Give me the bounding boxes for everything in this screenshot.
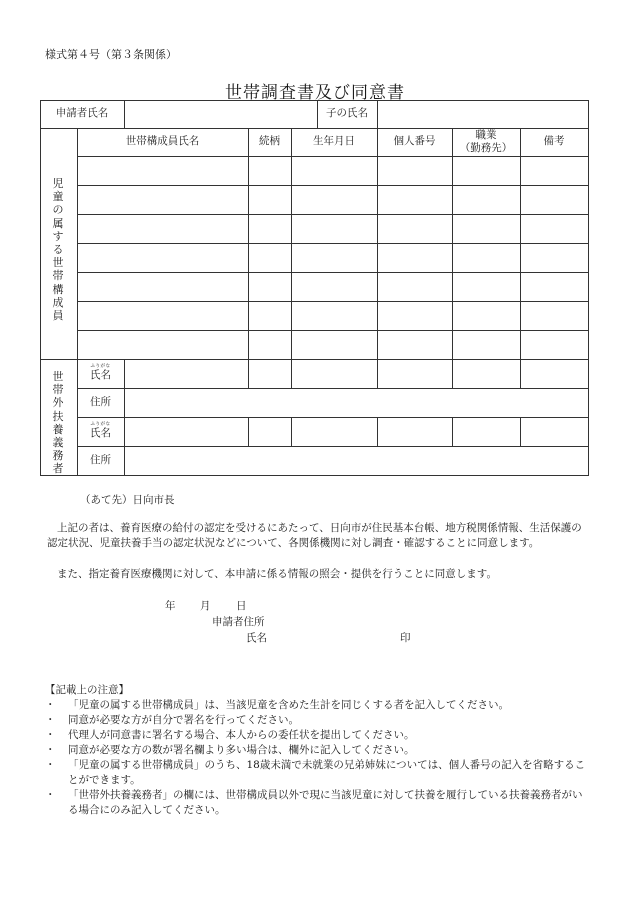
note-item: [45, 788, 590, 818]
note-item: [45, 728, 590, 743]
column-header-relationship: 続柄: [259, 135, 280, 148]
addressee: （あて先）日向市長: [80, 494, 175, 506]
date-year-label: 年: [165, 600, 176, 612]
date-day-label: 日: [236, 600, 247, 612]
note-text: 「世帯外扶養義務者」の欄には、世帯構成員以外で現に当該児童に対して扶養を履行している扶養義務者がいる場合にのみ記入してください。: [68, 789, 583, 816]
supporter-2-name-label: [77, 417, 124, 446]
applicant-signature-name-label: 氏名: [246, 632, 267, 644]
bullet: ・: [45, 729, 56, 741]
column-header-birthdate: 生年月日: [313, 135, 355, 148]
notes-title: 【記載上の注意】: [45, 684, 129, 696]
outside-supporters-side-label: 世帯外扶養義務者: [52, 370, 64, 476]
note-text: 同意が必要な方が自分で署名を行ってください。: [68, 714, 299, 726]
household-members-side-label: 児童の属する世帯構成員: [52, 177, 64, 322]
consent-paragraph-2: また、指定養育医療機関に対して、本申請に係る情報の照会・提供を行うことに同意します。: [57, 568, 497, 580]
furigana-label: ふりがな: [90, 421, 111, 427]
bullet: ・: [45, 759, 56, 771]
supporter-2-address-label: 住所: [90, 453, 111, 466]
note-text: 代理人が同意書に署名する場合、本人からの委任状を提出してください。: [68, 729, 415, 741]
child-name-field[interactable]: [377, 100, 588, 128]
column-header-occupation: 職業 （勤務先）: [459, 128, 513, 154]
bullet: ・: [45, 714, 56, 726]
name-label: 氏名: [90, 427, 111, 440]
bullet: ・: [45, 699, 56, 711]
form-number: 様式第４号（第３条関係）: [45, 48, 177, 61]
name-label: 氏名: [90, 369, 111, 382]
date-month-label: 月: [200, 600, 211, 612]
seal-label: 印: [400, 632, 411, 644]
supporter-1-address-label: 住所: [90, 395, 111, 408]
consent-paragraph-1: 上記の者は、養育医療の給付の認定を受けるにあたって、日向市が住民基本台帳、地方税関係情報、生活保護の認定状況、児童扶養手当の認定状況などについて、各関係機関に対し調査・確認することに同意します。: [47, 522, 582, 549]
child-name-label: 子の氏名: [326, 107, 368, 120]
note-text: 「児童の属する世帯構成員」のうち、18歳未満で未就業の兄弟姉妹については、個人番号の記入を省略することができます。: [68, 759, 586, 786]
furigana-label: ふりがな: [90, 363, 111, 369]
note-text: 「児童の属する世帯構成員」は、当該児童を含めた生計を同じくする者を記入してください。: [68, 699, 509, 711]
bullet: ・: [45, 744, 56, 756]
column-header-member-name: 世帯構成員氏名: [125, 135, 200, 148]
note-item: [45, 758, 590, 788]
bullet: ・: [45, 789, 56, 801]
note-item: [45, 698, 590, 713]
page-title: 世帯調査書及び同意書: [225, 83, 405, 103]
note-text: 同意が必要な方の数が署名欄より多い場合は、欄外に記入してください。: [68, 744, 415, 756]
column-header-remarks: 備考: [543, 135, 565, 148]
applicant-name-field[interactable]: [124, 100, 317, 128]
applicant-address-label: 申請者住所: [212, 616, 265, 628]
applicant-name-label: 申請者氏名: [55, 107, 109, 120]
column-header-personal-number: 個人番号: [393, 135, 436, 148]
note-item: [45, 743, 590, 758]
note-item: [45, 713, 590, 728]
supporter-1-name-label: [77, 359, 124, 388]
